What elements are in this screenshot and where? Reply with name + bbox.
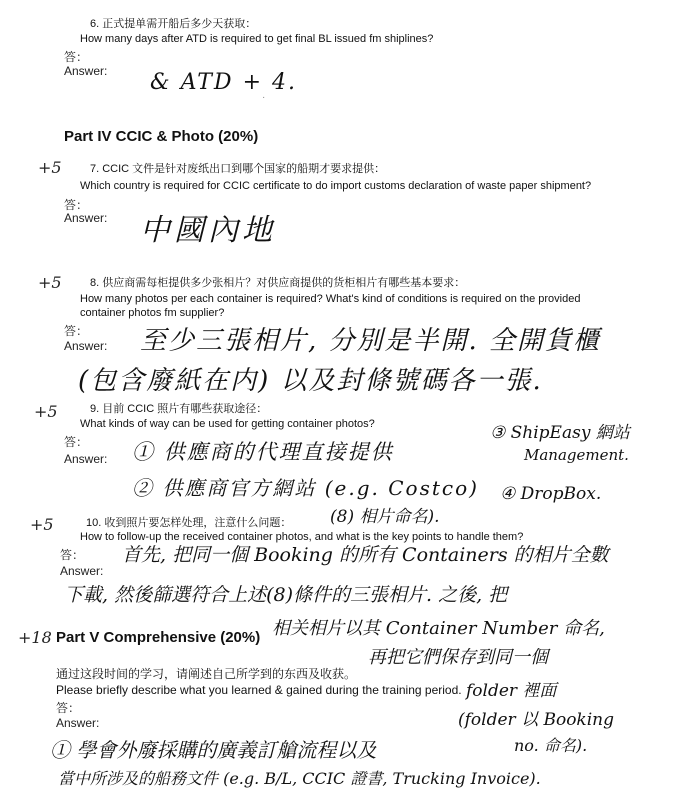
part5-answer-label: Answer: bbox=[56, 716, 100, 730]
q10-da-label: 答： bbox=[60, 548, 85, 562]
q6-cn: 6. 正式提单需开船后多少天获取： bbox=[90, 18, 257, 30]
part5-en: Please briefly describe what you learned & gained during the training period. bbox=[56, 683, 462, 697]
q9-answer-label: Answer: bbox=[64, 452, 108, 466]
q10-answer-line4: 再把它們保存到同一個 bbox=[368, 647, 548, 668]
q6-answer-label: Answer: bbox=[64, 64, 108, 78]
q10-cn: 10. 收到照片要怎样处理，注意什么问题： bbox=[86, 517, 292, 529]
q6-answer: & ATD + 4. bbox=[150, 70, 297, 95]
q9-score: +5 bbox=[34, 402, 58, 421]
q7-en: Which country is required for CCIC certificate to do import customs declaration of waste paper shipment? bbox=[80, 180, 592, 192]
part5-heading: Part V Comprehensive (20%) bbox=[56, 629, 261, 646]
q10-answer-line6: (folder 以 Booking bbox=[458, 710, 615, 730]
q7-answer-label: Answer: bbox=[64, 211, 108, 225]
q9-answer-line2: ② 供應商官方網站 (e.g. Costco) bbox=[132, 476, 479, 500]
q7-score: +5 bbox=[38, 158, 62, 177]
part5-da-label: 答： bbox=[56, 701, 81, 715]
part5-answer-line1: ① 學會外廢採購的廣義訂艙流程以及 bbox=[50, 738, 377, 762]
q8-da-label: 答： bbox=[64, 324, 89, 338]
q7-cn: 7. CCIC 文件是针对废纸出口到哪个国家的船期才要求提供： bbox=[90, 163, 386, 175]
q10-answer-line7: no. 命名). bbox=[514, 736, 588, 755]
q10-answer-line3: 相关相片以其 Container Number 命名, bbox=[272, 618, 605, 639]
q7-da-label: 答： bbox=[64, 198, 89, 212]
q9-answer-side1: ③ ShipEasy 網站 bbox=[490, 423, 630, 443]
q10-answer-label: Answer: bbox=[60, 564, 104, 578]
q7-answer: 中國內地 bbox=[140, 213, 276, 248]
q6-dot: · bbox=[262, 92, 266, 103]
q10-answer-line5: folder 裡面 bbox=[466, 681, 557, 701]
q10-answer-line2: 下載, 然後篩選符合上述(8)條件的三張相片. 之後, 把 bbox=[64, 584, 508, 606]
q10-answer-line1: 首先, 把同一個 Booking 的所有 Containers 的相片全數 bbox=[122, 544, 609, 566]
part5-cn: 通过这段时间的学习，请阐述自己所学到的东西及收获。 bbox=[56, 667, 357, 681]
q6-da-label: 答： bbox=[64, 50, 89, 64]
q9-en: What kinds of way can be used for getting container photos? bbox=[80, 418, 375, 430]
q6-en: How many days after ATD is required to get final BL issued fm shiplines? bbox=[80, 33, 434, 45]
q9-da-label: 答： bbox=[64, 435, 89, 449]
part5-score: +18 bbox=[18, 628, 52, 647]
q8-cn: 8. 供应商需每柜提供多少张相片？对供应商提供的货柜相片有哪些基本要求： bbox=[90, 277, 466, 289]
q9-answer-line1: ① 供應商的代理直接提供 bbox=[132, 440, 394, 464]
q8-en-line2: container photos fm supplier? bbox=[80, 307, 225, 319]
q8-score: +5 bbox=[38, 273, 62, 292]
q9-answer-side3: ④ DropBox. bbox=[500, 484, 602, 504]
part5-answer-line2: 當中所涉及的船務文件 (e.g. B/L, CCIC 證書, Trucking Invoice). bbox=[58, 769, 541, 788]
q8-answer-line2: (包含廢紙在内) 以及封條號碼各一張. bbox=[78, 366, 543, 396]
q10-score: +5 bbox=[30, 515, 54, 534]
q10-answer-note: (8) 相片命名). bbox=[330, 507, 440, 527]
q10-en: How to follow-up the received container photos, and what is the key points to handle them? bbox=[80, 531, 524, 543]
q8-en-line1: How many photos per each container is required? What's kind of conditions is required on the provided bbox=[80, 293, 581, 305]
q9-cn: 9. 目前 CCIC 照片有哪些获取途径： bbox=[90, 403, 268, 415]
q9-answer-side2: Management. bbox=[524, 446, 629, 464]
q8-answer-line1: 至少三張相片, 分別是半開. 全開貨櫃 bbox=[140, 326, 602, 356]
part4-heading: Part IV CCIC & Photo (20%) bbox=[64, 128, 259, 145]
q8-answer-label: Answer: bbox=[64, 339, 108, 353]
